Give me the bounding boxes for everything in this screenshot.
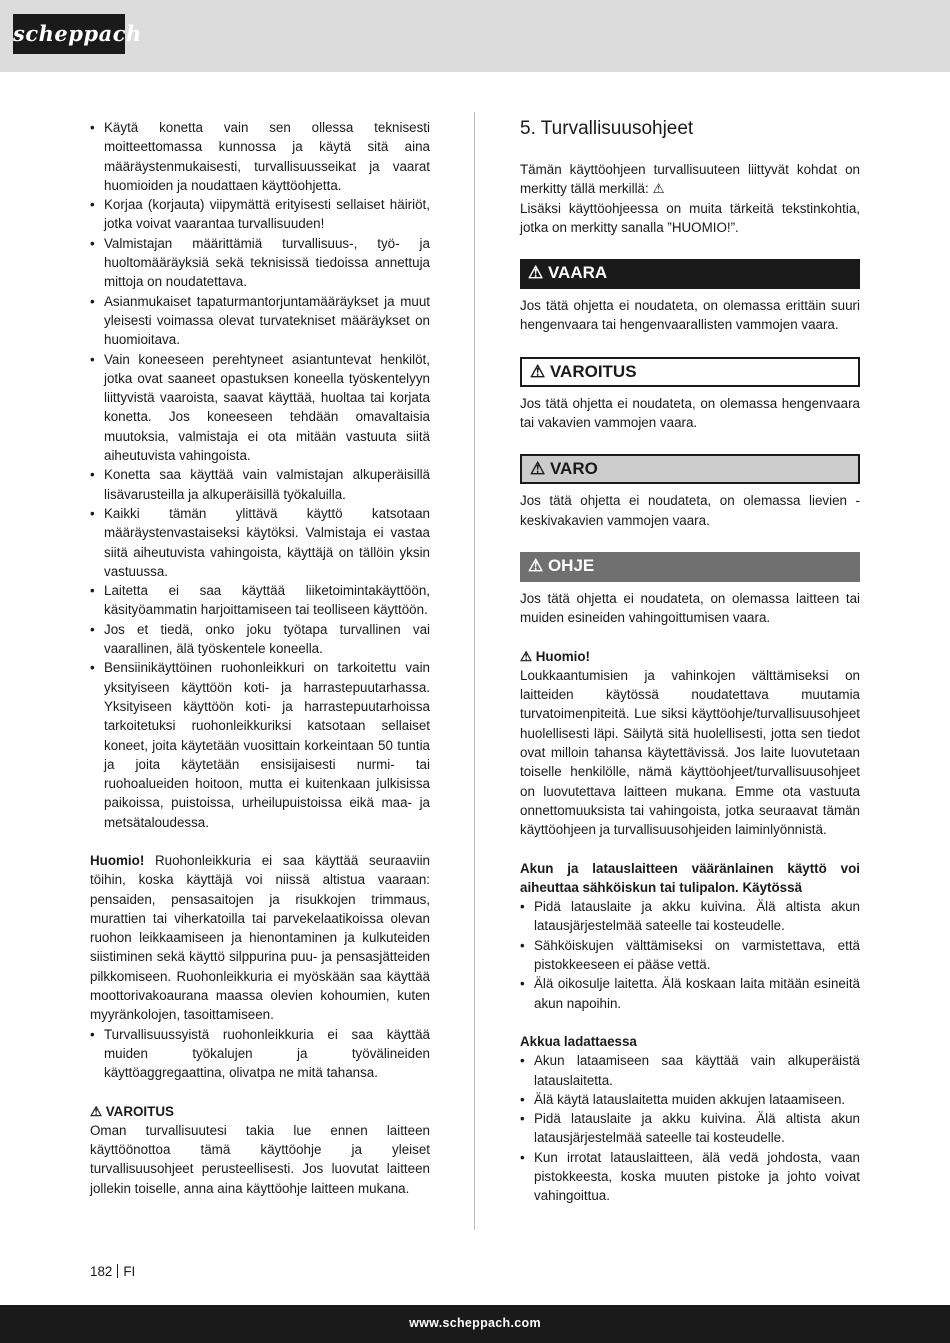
website-link[interactable]: www.scheppach.com	[409, 1316, 541, 1330]
caution-text: Jos tätä ohjetta ei noudateta, on olemassa lievien - keskivakavien vammojen vaara.	[520, 493, 860, 528]
notice-paragraph	[90, 851, 430, 1025]
warning-text: Jos tätä ohjetta ei noudateta, on olemassa hengenvaara tai vakavien vammojen vaara.	[520, 395, 860, 431]
list-item: • Laitetta ei saa käyttää liiketoimintakäyttöön, käsityöammatin harjoittamiseen tai teolliseen käyttöön.	[90, 581, 430, 620]
list-item: • Korjaa (korjauta) viipymättä erityisesti sellaiset häiriöt, jotka voivat vaarantaa turvallisuuden!	[90, 195, 430, 234]
page-number-footer	[90, 1264, 135, 1279]
danger-text: Jos tätä ohjetta ei noudateta, on olemassa erittäin suuri hengenvaara tai hengenvaarallisten vammojen vaara.	[520, 298, 860, 333]
warning-paragraph: Oman turvallisuutesi takia lue ennen laitteen käyttöönottoa tämä käyttöohje ja yleiset turvallisuusohjeet perusteellisesti. Jos luovutat laitteen jollekin toiselle, anna aina käyttöohje laitteen mukana.	[90, 1122, 430, 1196]
page-footer-bar	[0, 1305, 950, 1343]
scheppach-logo: scheppach	[13, 14, 125, 54]
list-item: • Älä käytä latauslaitetta muiden akkujen lataamiseen.	[520, 1090, 860, 1109]
attention-heading: ⚠ Huomio!	[520, 648, 591, 664]
list-item: • Jos et tiedä, onko joku työtapa turvallinen vai vaarallinen, älä työskentele koneella.	[90, 620, 430, 659]
list-item: • Käytä konetta vain sen ollessa teknisesti moitteettomassa kunnossa ja käytä sitä aina määräystenmukaisesti, turvallisuusseikat ja vaarat huomioiden ja noudattaen käyttöohjetta.	[90, 118, 430, 195]
list-item: • Pidä latauslaite ja akku kuivina. Älä altista akun latausjärjestelmää sateelle tai kosteudelle.	[520, 897, 860, 936]
list-item: • Valmistajan määrittämiä turvallisuus-, työ- ja huoltomääräyksiä sekä teknisissä tiedoissa annettuja mittoja on noudatettava.	[90, 234, 430, 292]
list-item: • Vain koneeseen perehtyneet asiantuntevat henkilöt, jotka ovat saaneet opastuksen koneella työskentelyyn liittyvistä vaaroista, saavat käyttää, huoltaa tai korjata konetta. Jos koneeseen tehdään omavaltaisia muutoksia, valmistaja ei ota mitään vastuuta siitä aiheutuvista vahingoista.	[90, 350, 430, 466]
list-item: • Asianmukaiset tapaturmantorjuntamääräykset ja muut yleisesti voimassa olevat turvatekniset määräykset on huomioitava.	[90, 292, 430, 350]
list-item: • Akun lataamiseen saa käyttää vain alkuperäistä latauslaitetta.	[520, 1051, 860, 1090]
page-number: 182	[90, 1264, 113, 1279]
left-column	[90, 118, 430, 1198]
safety-bullet-list	[90, 118, 430, 832]
attention-paragraph: Loukkaantumisien ja vahinkojen välttämiseksi on laitteiden käytössä noudatettava muutamia turvatoimenpiteitä. Lue siksi käyttöohje/turvallisuusohjeet huolellisesti läpi. Säilytä sitä huolellisesti, jotta sen tiedot ovat milloin tahansa käytettävissä. Jos laite luovutetaan toiselle henkilölle, nämä käyttöohjeet/turvallisuusohjeet on luovutettava laitteen mukana. Emme ota vastuuta onnettomuuksista tai vahingoista, jotka seuraavat tämän käyttöohjeen ja turvallisuusohjeiden laiminlyönnistä.	[520, 667, 860, 838]
caution-label-box: ⚠ VARO	[520, 454, 860, 484]
list-item: • Konetta saa käyttää vain valmistajan alkuperäisillä lisävarusteilla ja alkuperäisillä työkaluilla.	[90, 465, 430, 504]
danger-label-box: ⚠ VAARA	[520, 259, 860, 289]
notice-bullet-list	[90, 1025, 430, 1083]
intro-paragraph: Lisäksi käyttöohjeessa on muita tärkeitä tekstinkohtia, jotka on merkitty sanalla ”HUOMIO!”.	[520, 200, 860, 235]
list-item: • Kun irrotat latauslaitteen, älä vedä johdosta, vaan pistokkeesta, koska muuten pistoke ja johto voivat vahingoittua.	[520, 1148, 860, 1206]
page-number-separator	[117, 1264, 118, 1278]
page-header	[0, 0, 950, 72]
battery-bullet-list	[520, 897, 860, 1013]
intro-paragraph: Tämän käyttöohjeen turvallisuuteen liittyvät kohdat on merkitty tällä merkillä: ⚠	[520, 162, 860, 197]
notice-lead: Huomio!	[90, 852, 145, 868]
warning-heading: ⚠ VAROITUS	[90, 1103, 174, 1119]
list-item: • Älä oikosulje laitetta. Älä koskaan laita mitään esineitä akun napoihin.	[520, 974, 860, 1013]
list-item: • Pidä latauslaite ja akku kuivina. Älä altista akun latausjärjestelmää sateelle tai kosteudelle.	[520, 1109, 860, 1148]
list-item: • Sähköiskujen välttämiseksi on varmistettava, että pistokkeeseen ei pääse vettä.	[520, 936, 860, 975]
list-item: • Kaikki tämän ylittävä käyttö katsotaan määräystenvastaiseksi käytöksi. Valmistaja ei vastaa siitä aiheutuvista vahingoista, käyttäjä on tällöin yksin vastuussa.	[90, 504, 430, 581]
battery-heading: Akun ja latauslaitteen vääränlainen käyttö voi aiheuttaa sähköiskun tai tulipalon. Käytössä	[520, 860, 860, 895]
column-divider	[474, 112, 475, 1230]
charging-heading: Akkua ladattaessa	[520, 1033, 637, 1049]
notice-text: Jos tätä ohjetta ei noudateta, on olemassa laitteen tai muiden esineiden vahingoittumisen vaara.	[520, 590, 860, 626]
right-column	[520, 118, 860, 1206]
notice-text: Ruohonleikkuria ei saa käyttää seuraaviin töihin, koska käyttäjä voi niissä altistua vaaraan: pensaiden, pensasaitojen ja risukkojen trimmaus, murattien tai viherkatoilla tai parvekelaatikoissa olevan ruohon leikkaamiseen ja hienontaminen ja kulkuteiden siistiminen sekä käyttö silppurina puu- ja pensasjätteiden pilkkomiseen. Ruohonleikkuria ei myöskään saa käyttää moottorivakoaurana maassa olevien kohoumien, kuten myyränkolojen, tasoittamiseen.	[90, 852, 430, 1023]
list-item: • Turvallisuussyistä ruohonleikkuria ei saa käyttää muiden työkalujen ja työvälineiden käyttöaggregaattina, olivatpa ne mitä tahansa.	[90, 1025, 430, 1083]
notice-label-box: ⚠ OHJE	[520, 552, 860, 582]
section-title: 5. Turvallisuusohjeet	[520, 118, 694, 139]
language-code: FI	[123, 1264, 136, 1279]
charging-bullet-list	[520, 1051, 860, 1205]
warning-label-box: ⚠ VAROITUS	[520, 357, 860, 387]
list-item: • Bensiinikäyttöinen ruohonleikkuri on tarkoitettu vain yksityiseen käyttöön koti- ja harrastepuutarhassa. Yksityiseen käyttöön koti- ja harrastepuutarhoissa tarkoitetuksi ruohonleikkuriksi katsotaan sellaiset koneet, joita käytetään vuosittain korkeintaan 50 tuntia ja joita käytetään ensisijaisesti nurmi- tai ruohoalueiden hoitoon, mutta ei kuitenkaan julkisissa paikoissa, puistoissa, urheilupuistoissa eikä maa- ja metsätaloudessa.	[90, 658, 430, 832]
